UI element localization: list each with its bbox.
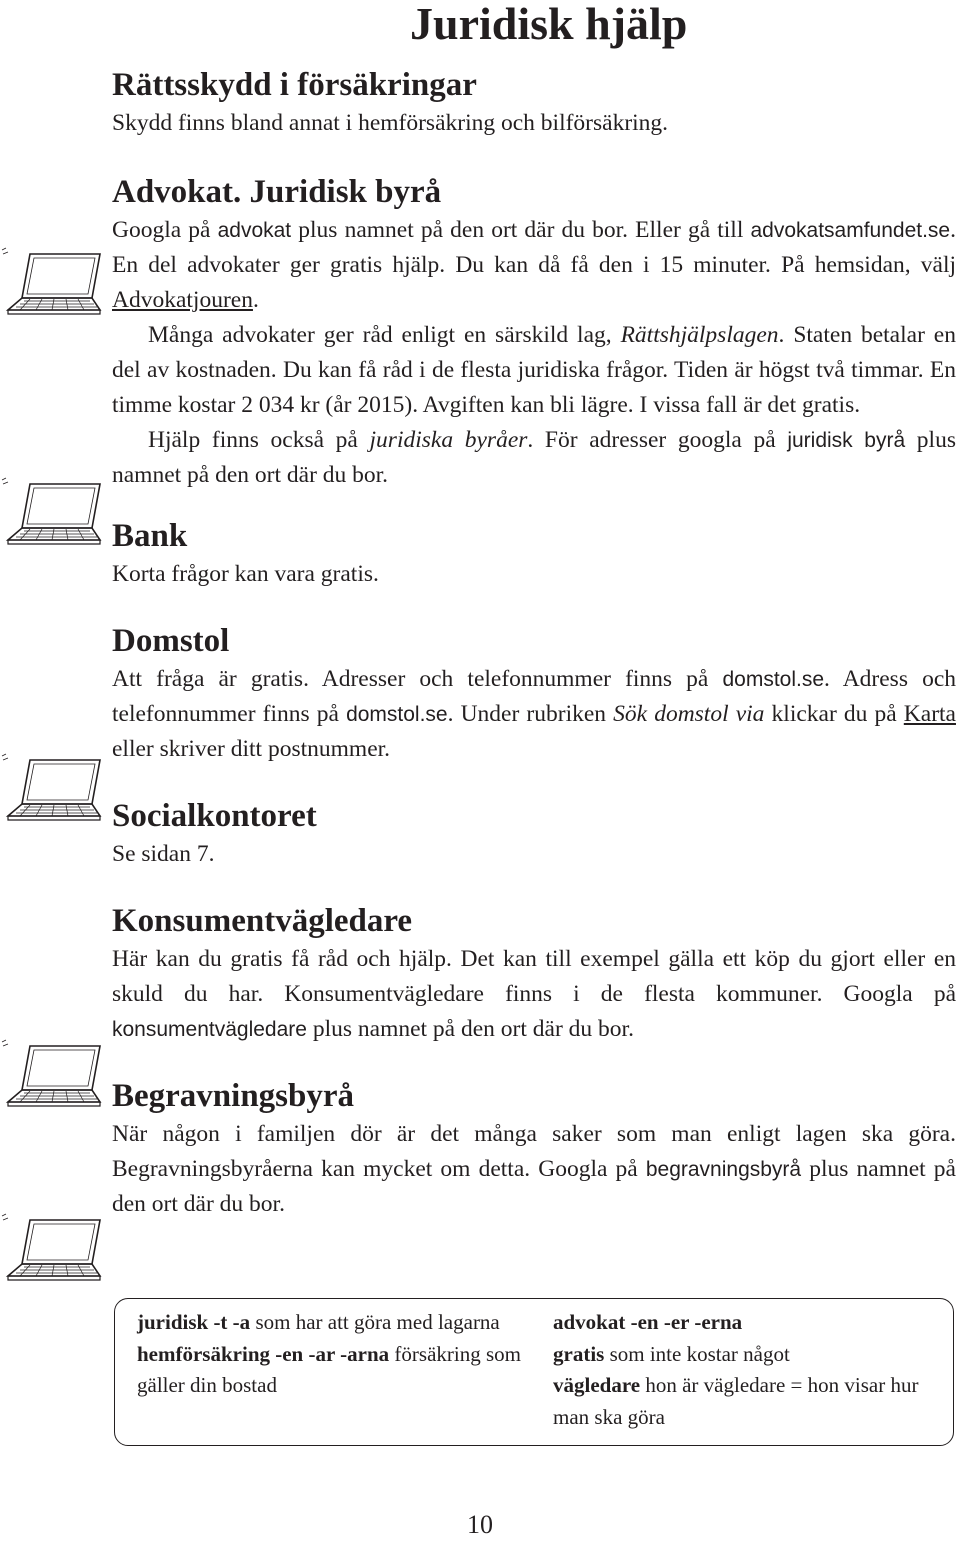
section-heading: Konsumentvägledare	[112, 903, 413, 939]
section-konsument	[112, 900, 956, 1047]
section-heading: Rättsskydd i försäkringar	[112, 67, 477, 103]
karta-link[interactable]: Karta	[903, 701, 956, 727]
section-text: Hjälp finns också på juridiska byråer. För adresser googla på juridisk byrå plus namnet på den ort där du bor.	[112, 427, 956, 488]
advokatjouren-link[interactable]: Advokatjouren	[112, 287, 253, 313]
search-term: advokat	[217, 219, 292, 242]
section-text: Många advokater ger råd enligt en särskild lag, Rättshjälpslagen. Staten betalar en del av kostnaden. Du kan få råd i de flesta juridiska frågor. Tiden är högst två timmar. En timme kostar 2 034 kr (år 2015). Avgiften kan bli lägre. I vissa fall är det gratis.	[112, 322, 956, 418]
laptop-icon	[0, 752, 104, 832]
glossary-entry: juridisk -t -a som har att göra med lagarna	[137, 1310, 500, 1334]
search-term: begravningsbyrå	[645, 1158, 802, 1181]
main-content	[112, 64, 956, 1222]
section-begravning	[112, 1075, 956, 1222]
glossary-entry: vägledare hon är vägledare = hon visar hur man ska göra	[553, 1373, 919, 1429]
section-text: När någon i familjen dör är det många saker som man enligt lagen ska göra. Begravningsbyråerna kan mycket om detta. Googla på begravningsbyrå plus namnet på den ort där du bor.	[112, 1121, 956, 1217]
section-heading: Advokat. Juridisk byrå	[112, 174, 442, 210]
section-socialkontoret	[112, 795, 956, 872]
section-text: Korta frågor kan vara gratis.	[112, 561, 379, 587]
laptop-icon	[0, 1038, 104, 1118]
glossary-entry: hemförsäkring -en -ar -arna försäkring som gäller din bostad	[137, 1341, 521, 1397]
section-text: Se sidan 7.	[112, 841, 215, 867]
section-bank	[112, 515, 956, 592]
section-text: Skydd finns bland annat i hemförsäkring och bilförsäkring.	[112, 110, 669, 136]
section-heading: Socialkontoret	[112, 798, 317, 834]
page-title: Juridisk hjälp	[410, 0, 688, 49]
website-link[interactable]: domstol.se	[346, 703, 448, 726]
section-heading: Bank	[112, 518, 188, 554]
section-text: Att fråga är gratis. Adresser och telefonnummer finns på domstol.se. Adress och telefonnummer finns på domstol.se. Under rubriken Sök domstol via klickar du på Karta eller skriver ditt postnummer.	[112, 666, 956, 762]
search-term: konsumentvägledare	[112, 1018, 307, 1041]
glossary-entry: advokat -en -er -erna	[553, 1310, 743, 1334]
section-text: Här kan du gratis få råd och hjälp. Det kan till exempel gälla ett köp du gjort eller en skuld du har. Konsumentvägledare finns i de flesta kommuner. Googla på konsumentvägledare plus namnet på den ort där du bor.	[112, 946, 956, 1042]
glossary-column-left	[137, 1307, 529, 1402]
laptop-icon	[0, 246, 104, 326]
laptop-icon	[0, 1212, 104, 1292]
section-advokat	[112, 171, 956, 493]
search-term: juridisk byrå	[787, 429, 906, 452]
glossary-entry: gratis som inte kostar något	[553, 1341, 790, 1366]
section-text: Googla på advokat plus namnet på den ort där du bor. Eller gå till advokatsamfundet.se. En del advokater ger gratis hjälp. Du kan då få den i 15 minuter. På hemsidan, välj Advokatjouren.	[112, 217, 956, 313]
glossary-box	[114, 1298, 954, 1446]
glossary-column-right	[553, 1307, 943, 1433]
page-number: 10	[467, 1510, 493, 1539]
section-heading: Begravningsbyrå	[112, 1078, 355, 1114]
section-forsakring	[112, 64, 956, 141]
section-heading: Domstol	[112, 623, 230, 659]
laptop-icon	[0, 476, 104, 556]
website-link[interactable]: domstol.se	[722, 668, 825, 691]
section-domstol	[112, 620, 956, 767]
website-link[interactable]: advokatsamfundet.se	[750, 219, 951, 242]
